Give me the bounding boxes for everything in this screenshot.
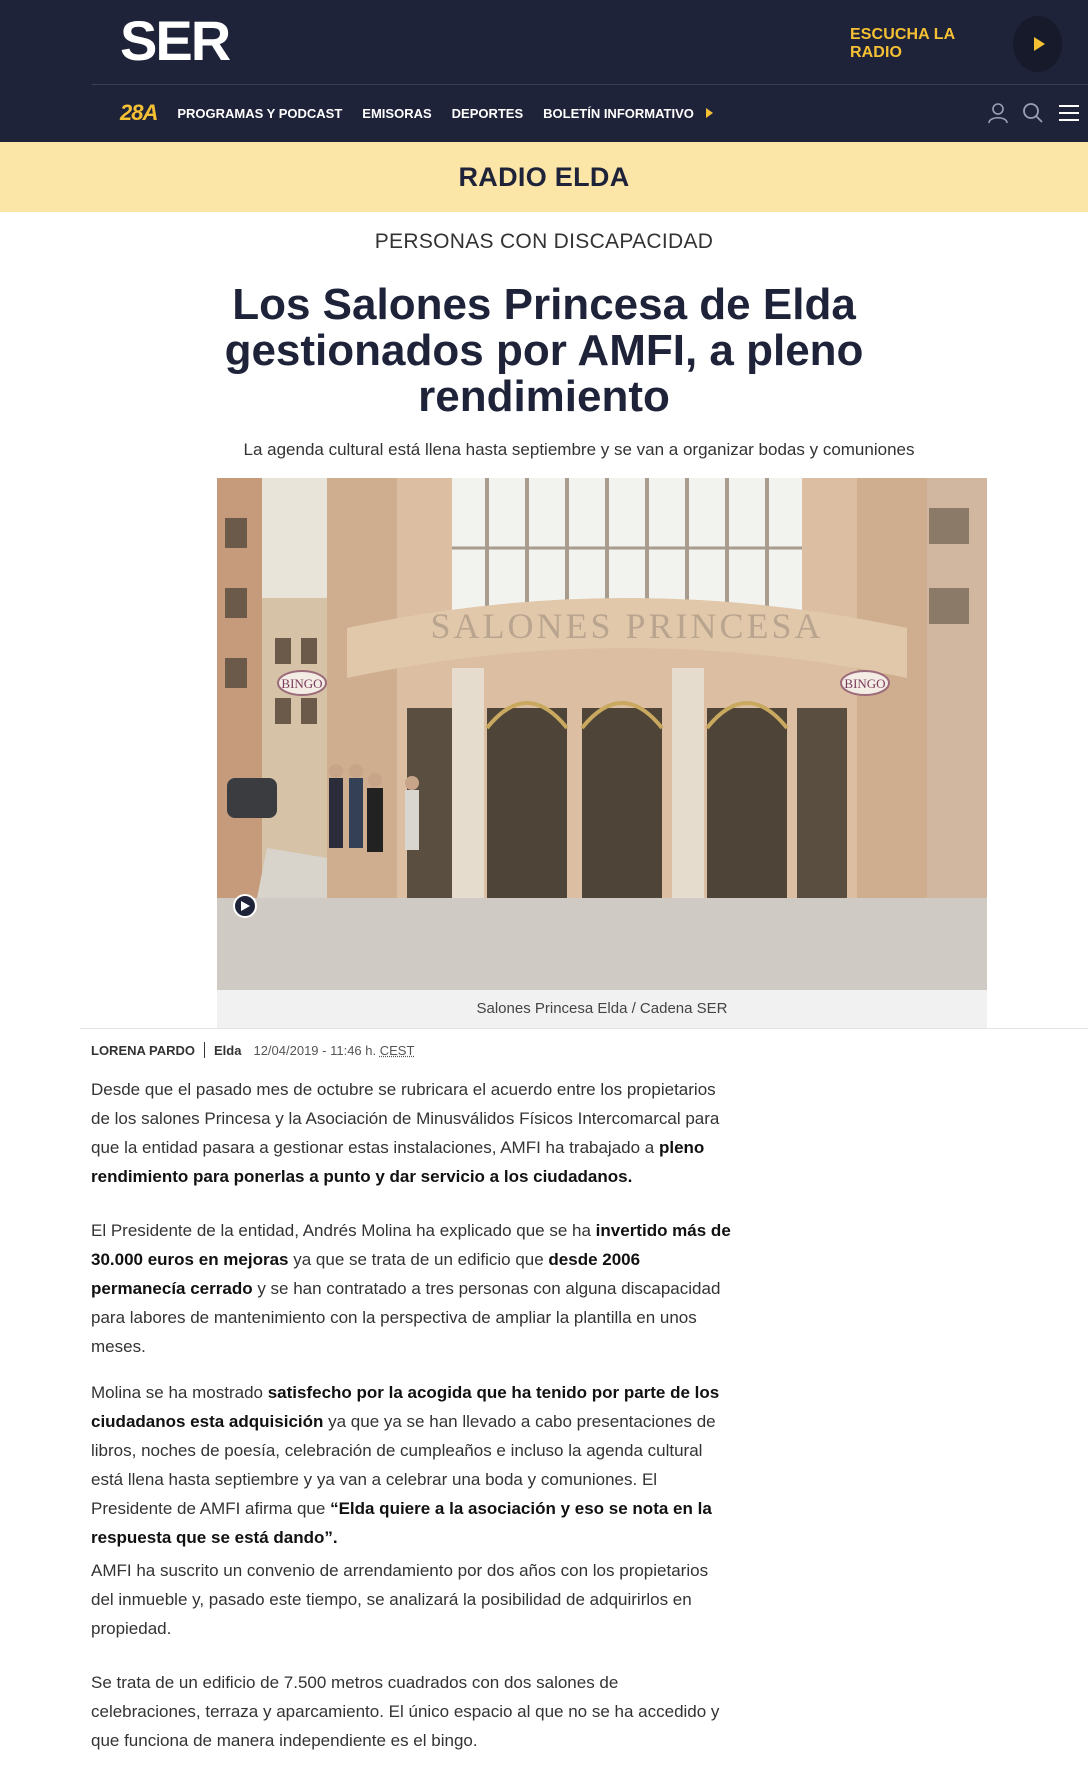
byline-location: Elda (214, 1042, 242, 1058)
author-name[interactable]: LORENA PARDO (91, 1042, 195, 1058)
header-icons (974, 102, 1080, 129)
byline-separator (80, 1028, 1088, 1029)
facade-sign: SALONES PRINCESA (430, 606, 824, 646)
article-photo[interactable] (217, 478, 987, 990)
bingo-badge-right: BINGO (844, 676, 886, 691)
station-bar (0, 142, 1088, 212)
logo-text: SER (120, 14, 230, 66)
article-paragraph (91, 1668, 731, 1755)
text-run: ya que se trata de un edificio que (288, 1250, 549, 1269)
ser-logo[interactable] (120, 14, 280, 66)
article-figure (217, 478, 987, 1028)
bingo-badge-left: BINGO (281, 676, 323, 691)
article-subtitle: La agenda cultural está llena hasta septiembre y se van a organizar bodas y comuniones (243, 440, 915, 459)
nav-item-emisoras[interactable]: EMISORAS (362, 105, 432, 121)
nav-item-programas[interactable]: PROGRAMAS Y PODCAST (177, 105, 343, 121)
article-section[interactable]: PERSONAS CON DISCAPACIDAD (374, 230, 714, 253)
user-icon[interactable] (988, 102, 1008, 129)
nav-item-deportes[interactable]: DEPORTES (451, 105, 524, 121)
caret-right-icon (706, 108, 713, 118)
main-nav (120, 98, 733, 128)
search-icon[interactable] (1022, 102, 1044, 129)
article-paragraph (91, 1075, 731, 1191)
listen-radio-label[interactable]: ESCUCHA LA RADIO (850, 26, 955, 61)
station-name[interactable]: RADIO ELDA (458, 161, 630, 192)
byline (91, 1042, 414, 1058)
text-run: Molina se ha mostrado (91, 1383, 268, 1402)
header-divider (92, 84, 1088, 85)
byline-divider (204, 1042, 205, 1058)
text-run: AMFI ha suscrito un convenio de arrendamiento por dos años con los propietarios del inmueble y, pasado este tiempo, se analizará la posibilidad de adquirirlos en propiedad. (91, 1561, 709, 1638)
listen-radio-control[interactable] (850, 16, 1062, 72)
bold-text-run: “Elda quiere a la asociación y eso se nota en la respuesta que se está dando”. (91, 1499, 712, 1547)
bold-text-run: pleno rendimiento para ponerlas a punto y dar servicio a los ciudadanos. (91, 1138, 705, 1186)
timezone: CEST (379, 1042, 415, 1058)
text-run: Se trata de un edificio de 7.500 metros cuadrados con dos salones de celebraciones, terraza y aparcamiento. El único espacio al que no se ha accedido y que funciona de manera independiente es el bingo. (91, 1673, 720, 1750)
article-paragraph (91, 1556, 731, 1643)
text-run: y se han contratado a tres personas con alguna discapacidad para labores de mantenimiento con la perspectiva de ampliar la plantilla en unos meses. (91, 1279, 721, 1356)
article-paragraph (91, 1378, 731, 1552)
nav-item-boletin[interactable] (543, 106, 713, 121)
article-title: Los Salones Princesa de Elda gestionados por AMFI, a pleno rendimiento (224, 280, 864, 421)
nav-28a-badge[interactable]: 28A (120, 100, 158, 125)
photo-caption: Salones Princesa Elda / Cadena SER (217, 990, 987, 1028)
text-run: Desde que el pasado mes de octubre se rubricara el acuerdo entre los propietarios de los salones Princesa y la Asociación de Minusválidos Físicos Intercomarcal para que la entidad pasara a gestionar estas instalaciones, AMFI ha trabajado a (91, 1080, 720, 1157)
play-button[interactable] (1013, 16, 1062, 72)
bold-text-run: desde 2006 permanecía cerrado (91, 1250, 641, 1298)
site-header (0, 0, 1088, 142)
bold-text-run: satisfecho por la acogida que ha tenido por parte de los ciudadanos esta adquisición (91, 1383, 720, 1431)
publish-date: 12/04/2019 - 11:46 h. (253, 1042, 377, 1058)
article-paragraph (91, 1216, 731, 1361)
bold-text-run: invertido más de 30.000 euros en mejoras (91, 1221, 731, 1269)
text-run: El Presidente de la entidad, Andrés Molina ha explicado que se ha (91, 1221, 596, 1240)
text-run: ya que ya se han llevado a cabo presentaciones de libros, noches de poesía, celebración de cumpleaños e incluso la agenda cultural está llena hasta septiembre y ya van a celebrar una boda y comuniones. El Presidente de AMFI afirma que (91, 1412, 716, 1518)
play-icon (1034, 37, 1045, 51)
menu-icon[interactable] (1058, 103, 1080, 128)
nav-item-boletin-label[interactable]: BOLETÍN INFORMATIVO (543, 105, 694, 121)
article-body (91, 1075, 731, 1755)
